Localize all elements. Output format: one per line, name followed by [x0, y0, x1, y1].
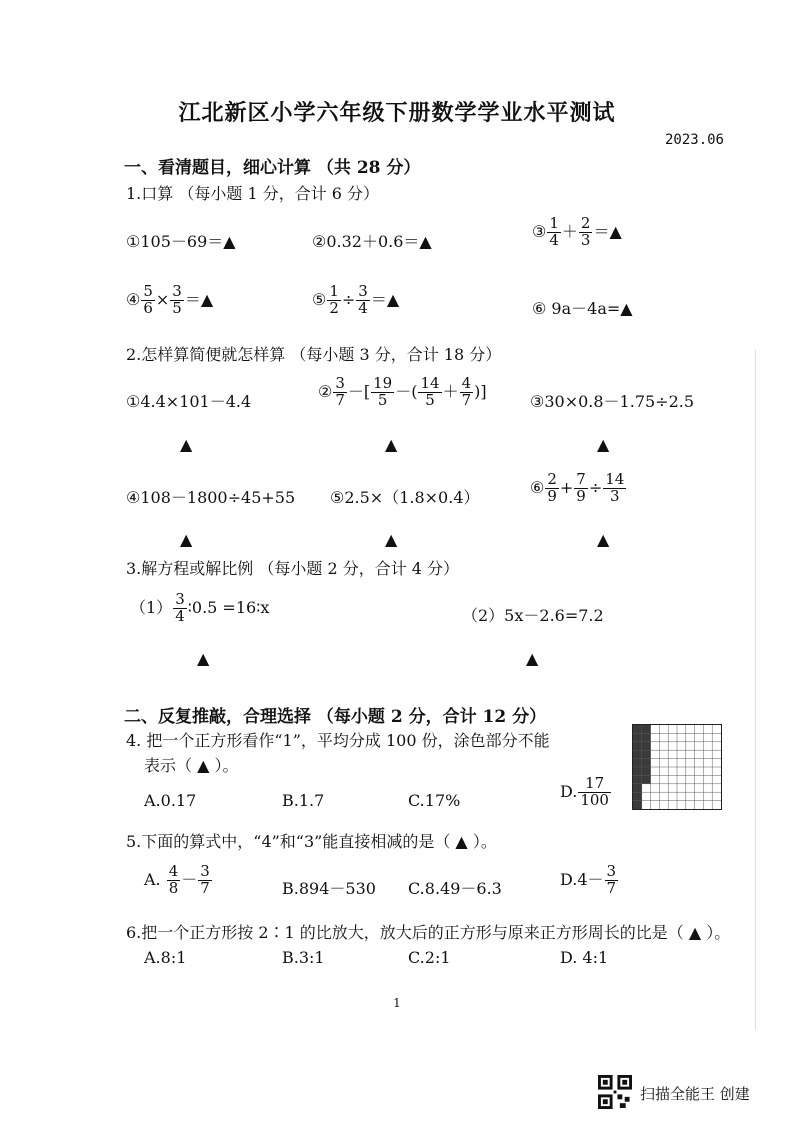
shaded-cell	[633, 784, 642, 792]
q3-item-1: （1） $\frac{3}{4}$ ∶0.5 =16∶x	[130, 590, 270, 625]
q4-option-d: D. $\frac{17}{100}$	[560, 774, 609, 809]
answer-triangle: ▲	[597, 530, 610, 549]
hundred-grid-figure	[632, 724, 722, 810]
q1-item-4: ④ $\frac{5}{6}$ × $\frac{3}{5}$ ＝▲	[126, 282, 214, 317]
q6-option-c: C.2:1	[408, 948, 451, 967]
shaded-cell	[642, 725, 651, 733]
q2-item-3: ③30×0.8－1.75÷2.5	[530, 392, 695, 411]
shaded-cell	[642, 759, 651, 767]
exam-date: 2023.06	[664, 132, 724, 148]
page-number: 1	[393, 996, 401, 1010]
shaded-cell	[633, 733, 642, 741]
shaded-cell	[633, 742, 642, 750]
q2-item-2: ② $\frac{3}{7}$ －[ $\frac{19}{5}$ －( $\frac{14}{5}$ ＋ $\frac{4}{7}$ )]	[318, 374, 487, 409]
shaded-cell	[642, 750, 651, 758]
q4-stem-line1: 4. 把一个正方形看作“1”，平均分成 100 份，涂色部分不能	[126, 731, 550, 750]
q3-title: 3.解方程或解比例 （每小题 2 分，合计 4 分）	[126, 559, 460, 578]
q2-item-6: ⑥ $\frac{2}{9}$ + $\frac{7}{9}$ ÷ $\frac{14}{3}$	[530, 470, 625, 505]
shaded-cell	[633, 725, 642, 733]
qr-code-icon	[598, 1075, 632, 1109]
section2-heading: 二、反复推敲，合理选择 （每小题 2 分，合计 12 分）	[124, 707, 547, 727]
answer-triangle: ▲	[180, 435, 193, 454]
q5-option-c: C.8.49－6.3	[408, 879, 502, 898]
answer-triangle: ▲	[385, 435, 398, 454]
q1-item-3: ③ $\frac{1}{4}$ ＋ $\frac{2}{3}$ ＝▲	[532, 214, 622, 249]
q1-title: 1.口算 （每小题 1 分，合计 6 分）	[126, 184, 380, 203]
shaded-cell	[642, 775, 651, 783]
q2-item-1: ①4.4×101－4.4	[126, 392, 252, 411]
shaded-cell	[633, 759, 642, 767]
shaded-cell	[633, 775, 642, 783]
page-title: 江北新区小学六年级下册数学学业水平测试	[178, 100, 616, 126]
shaded-cell	[633, 750, 642, 758]
q5-option-a: A. $\frac{4}{8}$ － $\frac{3}{7}$	[144, 862, 210, 897]
q3-item-2: （2）5x－2.6=7.2	[462, 606, 604, 625]
answer-triangle: ▲	[180, 530, 193, 549]
q2-item-5: ⑤2.5×（1.8×0.4）	[330, 488, 480, 507]
q1-item-2: ②0.32＋0.6＝▲	[312, 232, 432, 251]
q4-option-a: A.0.17	[144, 791, 197, 810]
q5-option-b: B.894－530	[282, 879, 376, 898]
shaded-cell	[633, 767, 642, 775]
shaded-cell	[633, 801, 642, 809]
answer-triangle: ▲	[597, 435, 610, 454]
q5-stem: 5.下面的算式中，“4”和“3”能直接相减的是（ ▲ ）。	[126, 832, 497, 851]
shaded-cell	[642, 767, 651, 775]
q6-option-d: D. 4:1	[560, 948, 609, 967]
answer-triangle: ▲	[197, 649, 210, 668]
q1-item-5: ⑤ $\frac{1}{2}$ ÷ $\frac{3}{4}$ ＝▲	[312, 282, 400, 317]
q6-option-a: A.8:1	[144, 948, 187, 967]
q6-stem: 6.把一个正方形按 2∶1 的比放大，放大后的正方形与原来正方形周长的比是（ ▲ ）。	[126, 923, 731, 942]
answer-triangle: ▲	[526, 649, 539, 668]
shaded-cell	[642, 733, 651, 741]
q5-option-d: D.4－ $\frac{3}{7}$	[560, 862, 617, 897]
q4-option-b: B.1.7	[282, 791, 325, 810]
q2-title: 2.怎样算简便就怎样算 （每小题 3 分，合计 18 分）	[126, 345, 502, 364]
answer-triangle: ▲	[385, 530, 398, 549]
q1-item-6: ⑥ 9a－4a=▲	[532, 299, 633, 318]
section1-heading: 一、看清题目，细心计算 （共 28 分）	[124, 158, 421, 178]
q4-option-c: C.17%	[408, 791, 461, 810]
scanner-watermark: 扫描全能王 创建	[640, 1085, 750, 1103]
q2-item-4: ④108－1800÷45+55	[126, 488, 296, 507]
q4-stem-line2: 表示（ ▲ ）。	[144, 756, 239, 775]
q1-item-1: ①105－69＝▲	[126, 232, 236, 251]
scan-edge-line	[755, 350, 756, 1030]
shaded-cell	[633, 792, 642, 800]
q6-option-b: B.3:1	[282, 948, 325, 967]
shaded-cell	[642, 742, 651, 750]
